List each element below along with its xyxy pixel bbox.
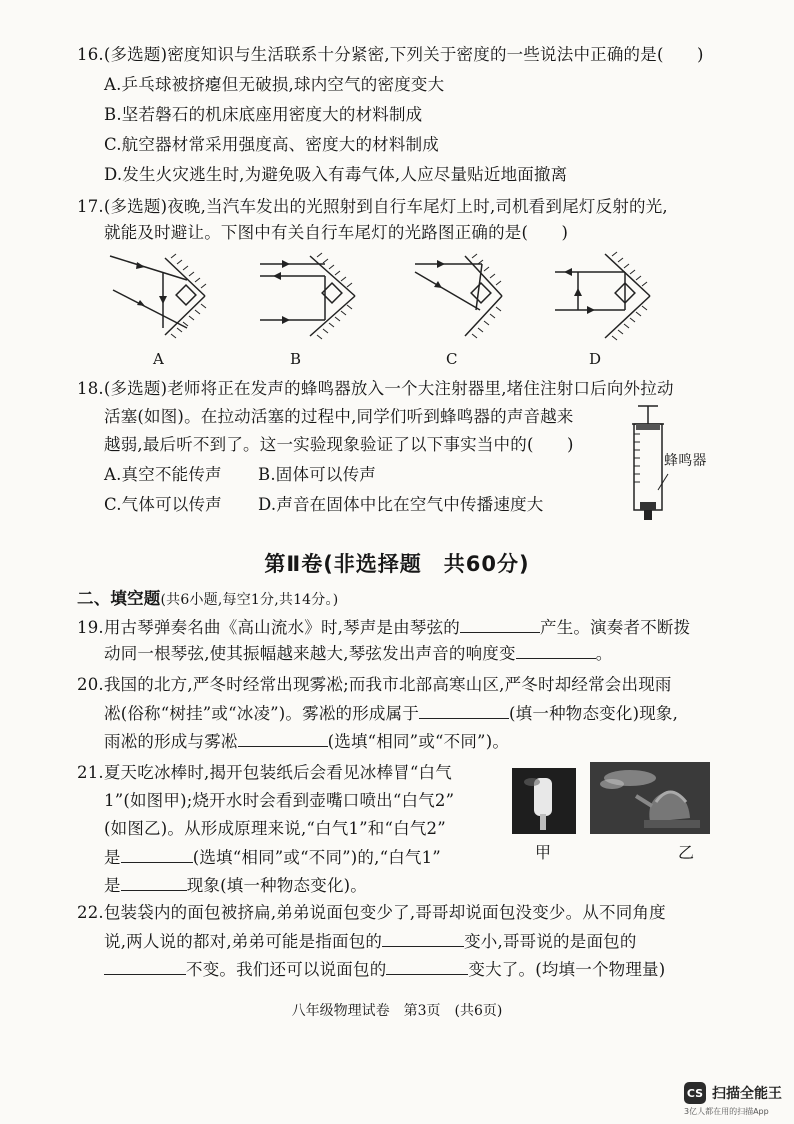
q18-option-b: B.固体可以传声	[258, 465, 376, 484]
q19-text-2a: 动同一根琴弦,使其振幅越来越大,琴弦发出声音的响度变	[104, 644, 516, 663]
scanner-tagline: 3亿人都在用的扫描App	[684, 1107, 769, 1116]
q21-text-4b: (选填“相同”或“不同”)的,“白气1”	[192, 848, 441, 867]
q21-text-5b: 现象(填一种物态变化)。	[186, 876, 367, 895]
diagram-label-d: D	[589, 350, 602, 368]
q21-line1: 21.夏天吃冰棒时,揭开包装纸后会看见冰棒冒“白气	[77, 763, 452, 782]
q18-line1: 18.(多选题)老师将正在发声的蜂鸣器放入一个大注射器里,堵住注射口后向外拉动	[77, 379, 674, 398]
kettle-photo	[590, 762, 710, 834]
q20-text-2a: 凇(俗称“树挂”或“冰凌”)。雾凇的形成属于	[104, 704, 420, 723]
q21-text-5a: 是	[104, 876, 121, 895]
q18-line2: 活塞(如图)。在拉动活塞的过程中,同学们听到蜂鸣器的声音越来	[104, 407, 574, 426]
q22-line2	[104, 930, 637, 953]
q20-line1: 20.我国的北方,严冬时经常出现雾凇;而我市北部高寒山区,严冬时却经常会出现雨	[77, 675, 672, 694]
q19-text-2b: 。	[595, 644, 613, 663]
q19-line2	[104, 642, 612, 665]
q18-option-a: A.真空不能传声	[104, 465, 222, 484]
q22-blank-2[interactable]	[104, 958, 186, 975]
q22-text-3b: 变大了。(均填一个物理量)	[468, 960, 666, 979]
diagram-label-b: B	[290, 350, 302, 368]
q20-text-2b: (填一种物态变化)现象,	[509, 704, 679, 723]
q22-blank-3[interactable]	[386, 958, 468, 975]
q18-option-d: D.声音在固体中比在空气中传播速度大	[258, 495, 544, 514]
q21-text-4a: 是	[104, 848, 121, 867]
q20-text-3b: (选填“相同”或“不同”)。	[327, 732, 510, 751]
q20-text-3a: 雨凇的形成与雾凇	[104, 732, 238, 751]
figure-label-jia: 甲	[535, 843, 552, 862]
q21-line5	[104, 874, 367, 897]
q20-line3	[104, 730, 509, 753]
q22-blank-1[interactable]	[382, 930, 464, 947]
diagram-label-a: A	[153, 350, 164, 368]
q21-blank-2[interactable]	[121, 874, 187, 891]
scanner-watermark	[684, 1082, 782, 1104]
q22-text-2a: 说,两人说的都对,弟弟可能是指面包的	[104, 932, 383, 951]
q19-text-1a: 19.用古琴弹奏名曲《高山流水》时,琴声是由琴弦的	[77, 618, 460, 637]
q17-line2: 就能及时避让。下图中有关自行车尾灯的光路图正确的是( )	[104, 223, 569, 242]
light-path-diagram-d	[550, 250, 660, 345]
q16-option-a: A.乒乓球被挤瘪但无破损,球内空气的密度变大	[104, 75, 445, 94]
q20-blank-2[interactable]	[238, 730, 328, 747]
q21-blank-1[interactable]	[121, 846, 193, 863]
scanner-name: 扫描全能王	[712, 1086, 782, 1102]
q16-option-c: C.航空器材常采用强度高、密度大的材料制成	[104, 135, 439, 154]
q22-line1: 22.包装袋内的面包被挤扁,弟弟说面包变少了,哥哥却说面包没变少。从不同角度	[77, 903, 666, 922]
diagram-label-c: C	[446, 350, 458, 368]
light-path-diagram-a	[105, 250, 215, 345]
popsicle-photo	[512, 768, 576, 834]
q21-line2: 1”(如图甲);烧开水时会看到壶嘴口喷出“白气2”	[104, 791, 455, 810]
q16-stem: 16.(多选题)密度知识与生活联系十分紧密,下列关于密度的一些说法中正确的是( )	[77, 45, 704, 64]
page-footer: 八年级物理试卷 第3页 (共6页)	[291, 1003, 503, 1019]
q21-line4	[104, 846, 441, 869]
fill-in-heading	[77, 588, 338, 611]
q21-line3: (如图乙)。从形成原理来说,“白气1”和“白气2”	[104, 819, 446, 838]
q16-option-d: D.发生火灾逃生时,为避免吸入有毒气体,人应尽量贴近地面撤离	[104, 165, 568, 184]
q22-line3	[104, 958, 665, 981]
fill-in-label: 二、填空题	[77, 589, 161, 608]
camscanner-icon: CS	[684, 1082, 706, 1104]
q22-text-2b: 变小,哥哥说的是面包的	[464, 932, 637, 951]
fill-in-note: (共6小题,每空1分,共14分。)	[160, 592, 339, 608]
buzzer-label: 蜂鸣器	[664, 453, 707, 469]
q20-line2	[104, 702, 678, 725]
q16-option-b: B.坚若磐石的机床底座用密度大的材料制成	[104, 105, 423, 124]
q20-blank-1[interactable]	[419, 702, 509, 719]
q22-text-3a: 不变。我们还可以说面包的	[186, 960, 387, 979]
q19-blank-2[interactable]	[516, 642, 596, 659]
figure-label-yi: 乙	[678, 843, 695, 862]
q19-blank-1[interactable]	[460, 616, 540, 633]
section-2-title: 第Ⅱ卷(非选择题 共60分)	[264, 552, 530, 576]
q17-line1: 17.(多选题)夜晚,当汽车发出的光照射到自行车尾灯上时,司机看到尾灯反射的光,	[77, 197, 668, 216]
q18-line3: 越弱,最后听不到了。这一实验现象验证了以下事实当中的( )	[104, 435, 574, 454]
q18-option-c: C.气体可以传声	[104, 495, 222, 514]
q19-line1	[77, 616, 690, 639]
light-path-diagram-c	[410, 250, 520, 345]
q19-text-1b: 产生。演奏者不断拨	[540, 618, 691, 637]
light-path-diagram-b	[255, 250, 365, 345]
